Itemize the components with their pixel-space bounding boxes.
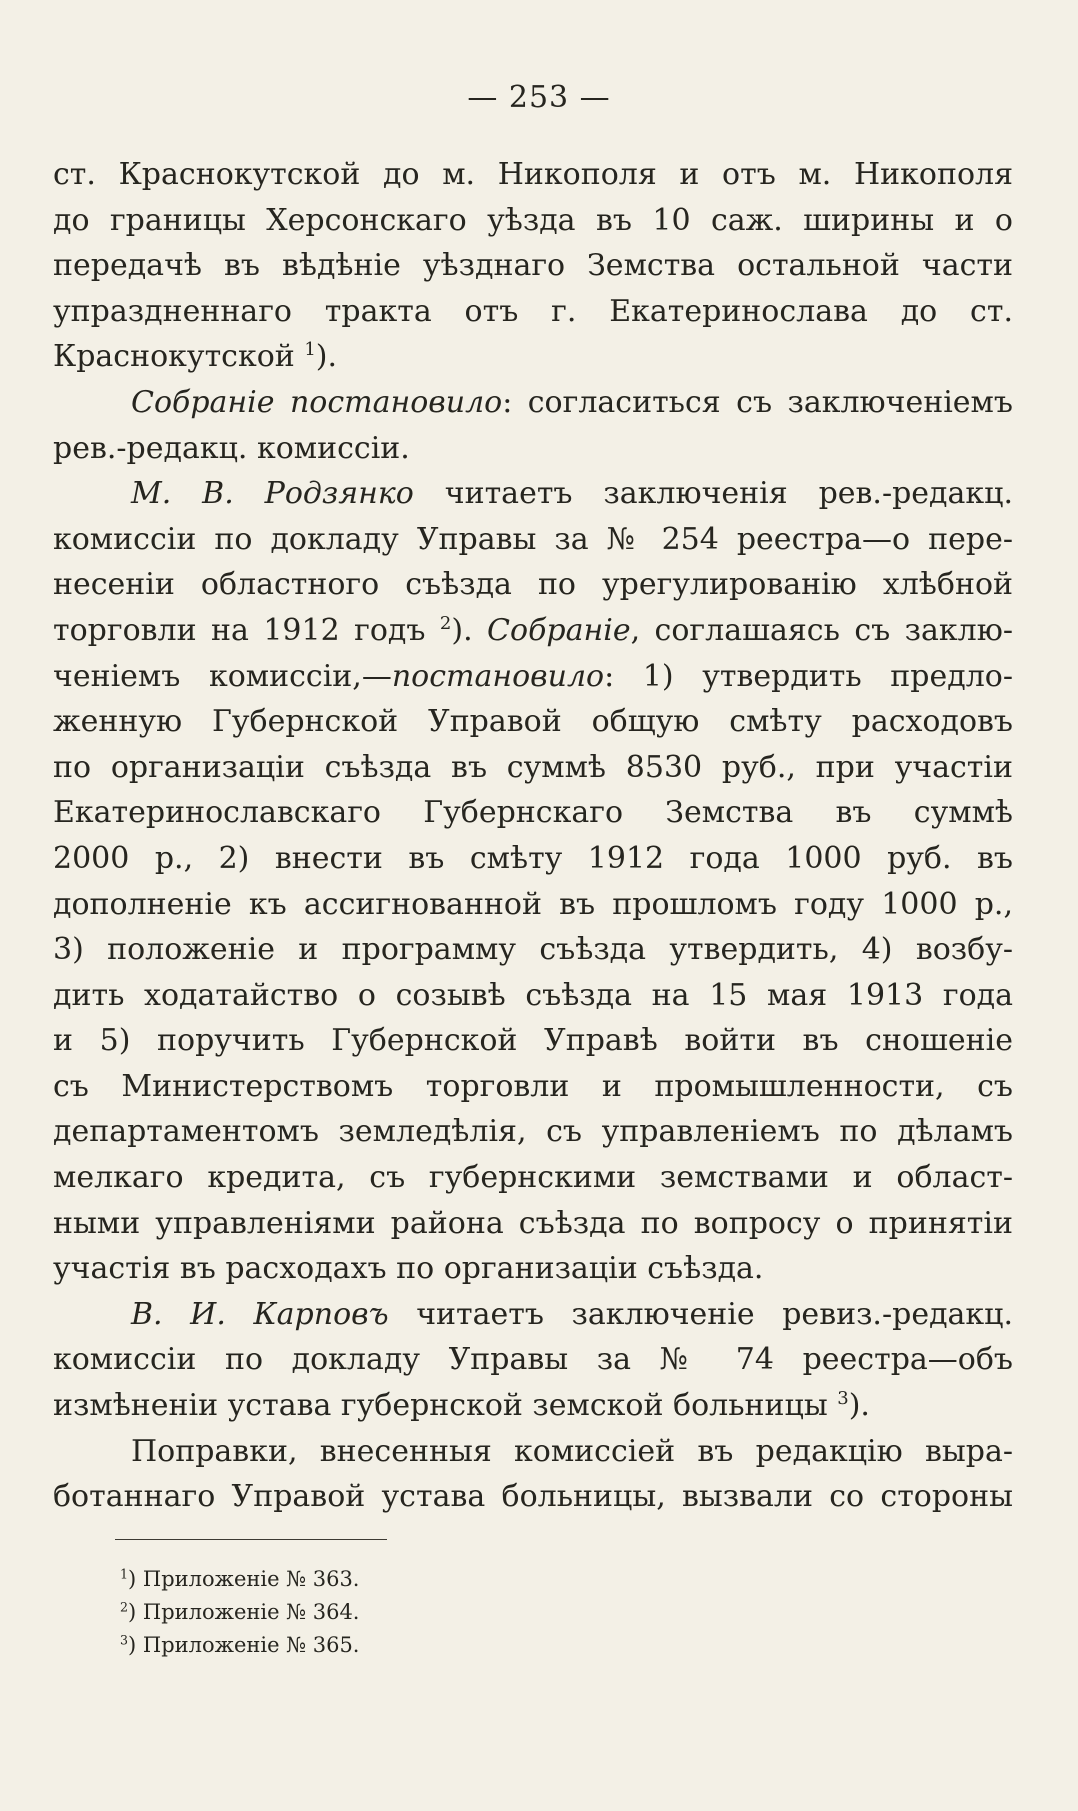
text-line: департаментомъ земледѣлія, съ управленіемъ по дѣламъ [53, 1114, 1013, 1150]
text-run: читаетъ заключеніе ревиз.-редакц. [388, 1296, 1014, 1332]
text-line: участія въ расходахъ по организаціи съѣзда. [53, 1251, 764, 1287]
footnote-text: ) Приложеніе № 365. [128, 1633, 360, 1657]
text-line [53, 334, 1013, 380]
text-line: ботаннаго Управой устава больницы, вызвали со стороны [53, 1479, 1013, 1515]
text-line: рев.-редакц. комиссіи. [53, 430, 410, 466]
text-line [53, 1292, 1013, 1338]
footnote-text: ) Приложеніе № 364. [128, 1600, 360, 1624]
text-line: 2000 р., 2) внести въ смѣту 1912 года 1000 руб. въ [53, 840, 1013, 876]
text-line [53, 608, 1013, 654]
footnote-text: ) Приложеніе № 363. [128, 1567, 360, 1591]
speaker-italic: В. И. Карповъ [131, 1296, 389, 1332]
footnote-divider [115, 1539, 387, 1540]
footnote-mark: 2 [120, 1599, 129, 1615]
text-run: : 1) утвердить предло- [604, 658, 1013, 694]
text-line: комиссіи по докладу Управы за № 74 реестра—объ [53, 1342, 1013, 1378]
text-run: Краснокутской [53, 339, 295, 375]
text-line: ными управленіями района съѣзда по вопросу о принятіи [53, 1205, 1013, 1241]
text-line: Екатеринославскаго Губернскаго Земства въ суммѣ [53, 795, 1013, 831]
text-line: комиссіи по докладу Управы за № 254 реестра—о пере- [53, 521, 1013, 557]
text-run: ). [451, 612, 488, 648]
footnote [120, 1596, 360, 1629]
text-line: съ Министерствомъ торговли и промышленности, съ [53, 1068, 1013, 1104]
text-run: читаетъ заключенія рев.-редакц. [413, 476, 1013, 512]
footnote [120, 1629, 360, 1662]
footnote-ref: 3 [837, 1388, 849, 1410]
speaker-italic: М. В. Родзянко [131, 476, 414, 512]
text-italic: постановило [391, 658, 605, 694]
text-line: упраздненнаго тракта отъ г. Екатеринослава до ст. [53, 293, 1013, 329]
text-line: женную Губернской Управой общую смѣту расходовъ [53, 704, 1013, 740]
text-line: по организаціи съѣзда въ суммѣ 8530 руб., при участіи [53, 749, 1013, 785]
page-number: — 253 — [467, 80, 611, 115]
footnote-mark: 3 [120, 1632, 129, 1648]
text-run: , соглашаясь съ заклю- [630, 612, 1013, 648]
text-line: Поправки, внесенныя комиссіей въ редакцію выра- [131, 1433, 1013, 1469]
text-line: дить ходатайство о созывѣ съѣзда на 15 мая 1913 года [53, 977, 1013, 1013]
footnotes [120, 1563, 360, 1662]
text-line [53, 1383, 1013, 1429]
text-line: ст. Краснокутской до м. Никополя и отъ м. Никополя [53, 157, 1013, 192]
text-line: несеніи областного съѣзда по урегулированію хлѣбной [53, 567, 1013, 603]
footnote [120, 1563, 360, 1596]
text-italic: Собраніе [487, 612, 631, 648]
text-run: ). [848, 1388, 870, 1424]
text-line: и 5) поручить Губернской Управѣ войти въ сношеніе [53, 1023, 1013, 1059]
text-run: торговли на 1912 годъ [53, 612, 440, 648]
text-run: измѣненіи устава губернской земской больницы [53, 1388, 838, 1424]
text-line: передачѣ въ вѣдѣніе уѣзднаго Земства остальной части [53, 248, 1013, 284]
body-text [53, 152, 1013, 1520]
text-run: ченіемъ комиссіи,— [53, 658, 392, 694]
footnote-ref: 1 [304, 339, 316, 361]
speaker-italic: Собраніе постановило [131, 384, 503, 420]
text-line: дополненіе къ ассигнованной въ прошломъ году 1000 р., [53, 886, 1013, 922]
text-line [53, 654, 1013, 700]
text-line: до границы Херсонскаго уѣзда въ 10 саж. ширины и о [53, 202, 1013, 238]
footnote-ref: 2 [439, 613, 452, 635]
text-run: : согласиться съ заключеніемъ [502, 384, 1013, 420]
text-line [53, 471, 1013, 517]
text-line: мелкаго кредита, съ губернскими земствами и област- [53, 1160, 1013, 1196]
text-line: 3) положеніе и программу съѣзда утвердить, 4) возбу- [53, 932, 1013, 968]
text-line [53, 380, 1013, 426]
footnote-mark: 1 [120, 1566, 129, 1582]
text-run: ). [315, 339, 338, 375]
